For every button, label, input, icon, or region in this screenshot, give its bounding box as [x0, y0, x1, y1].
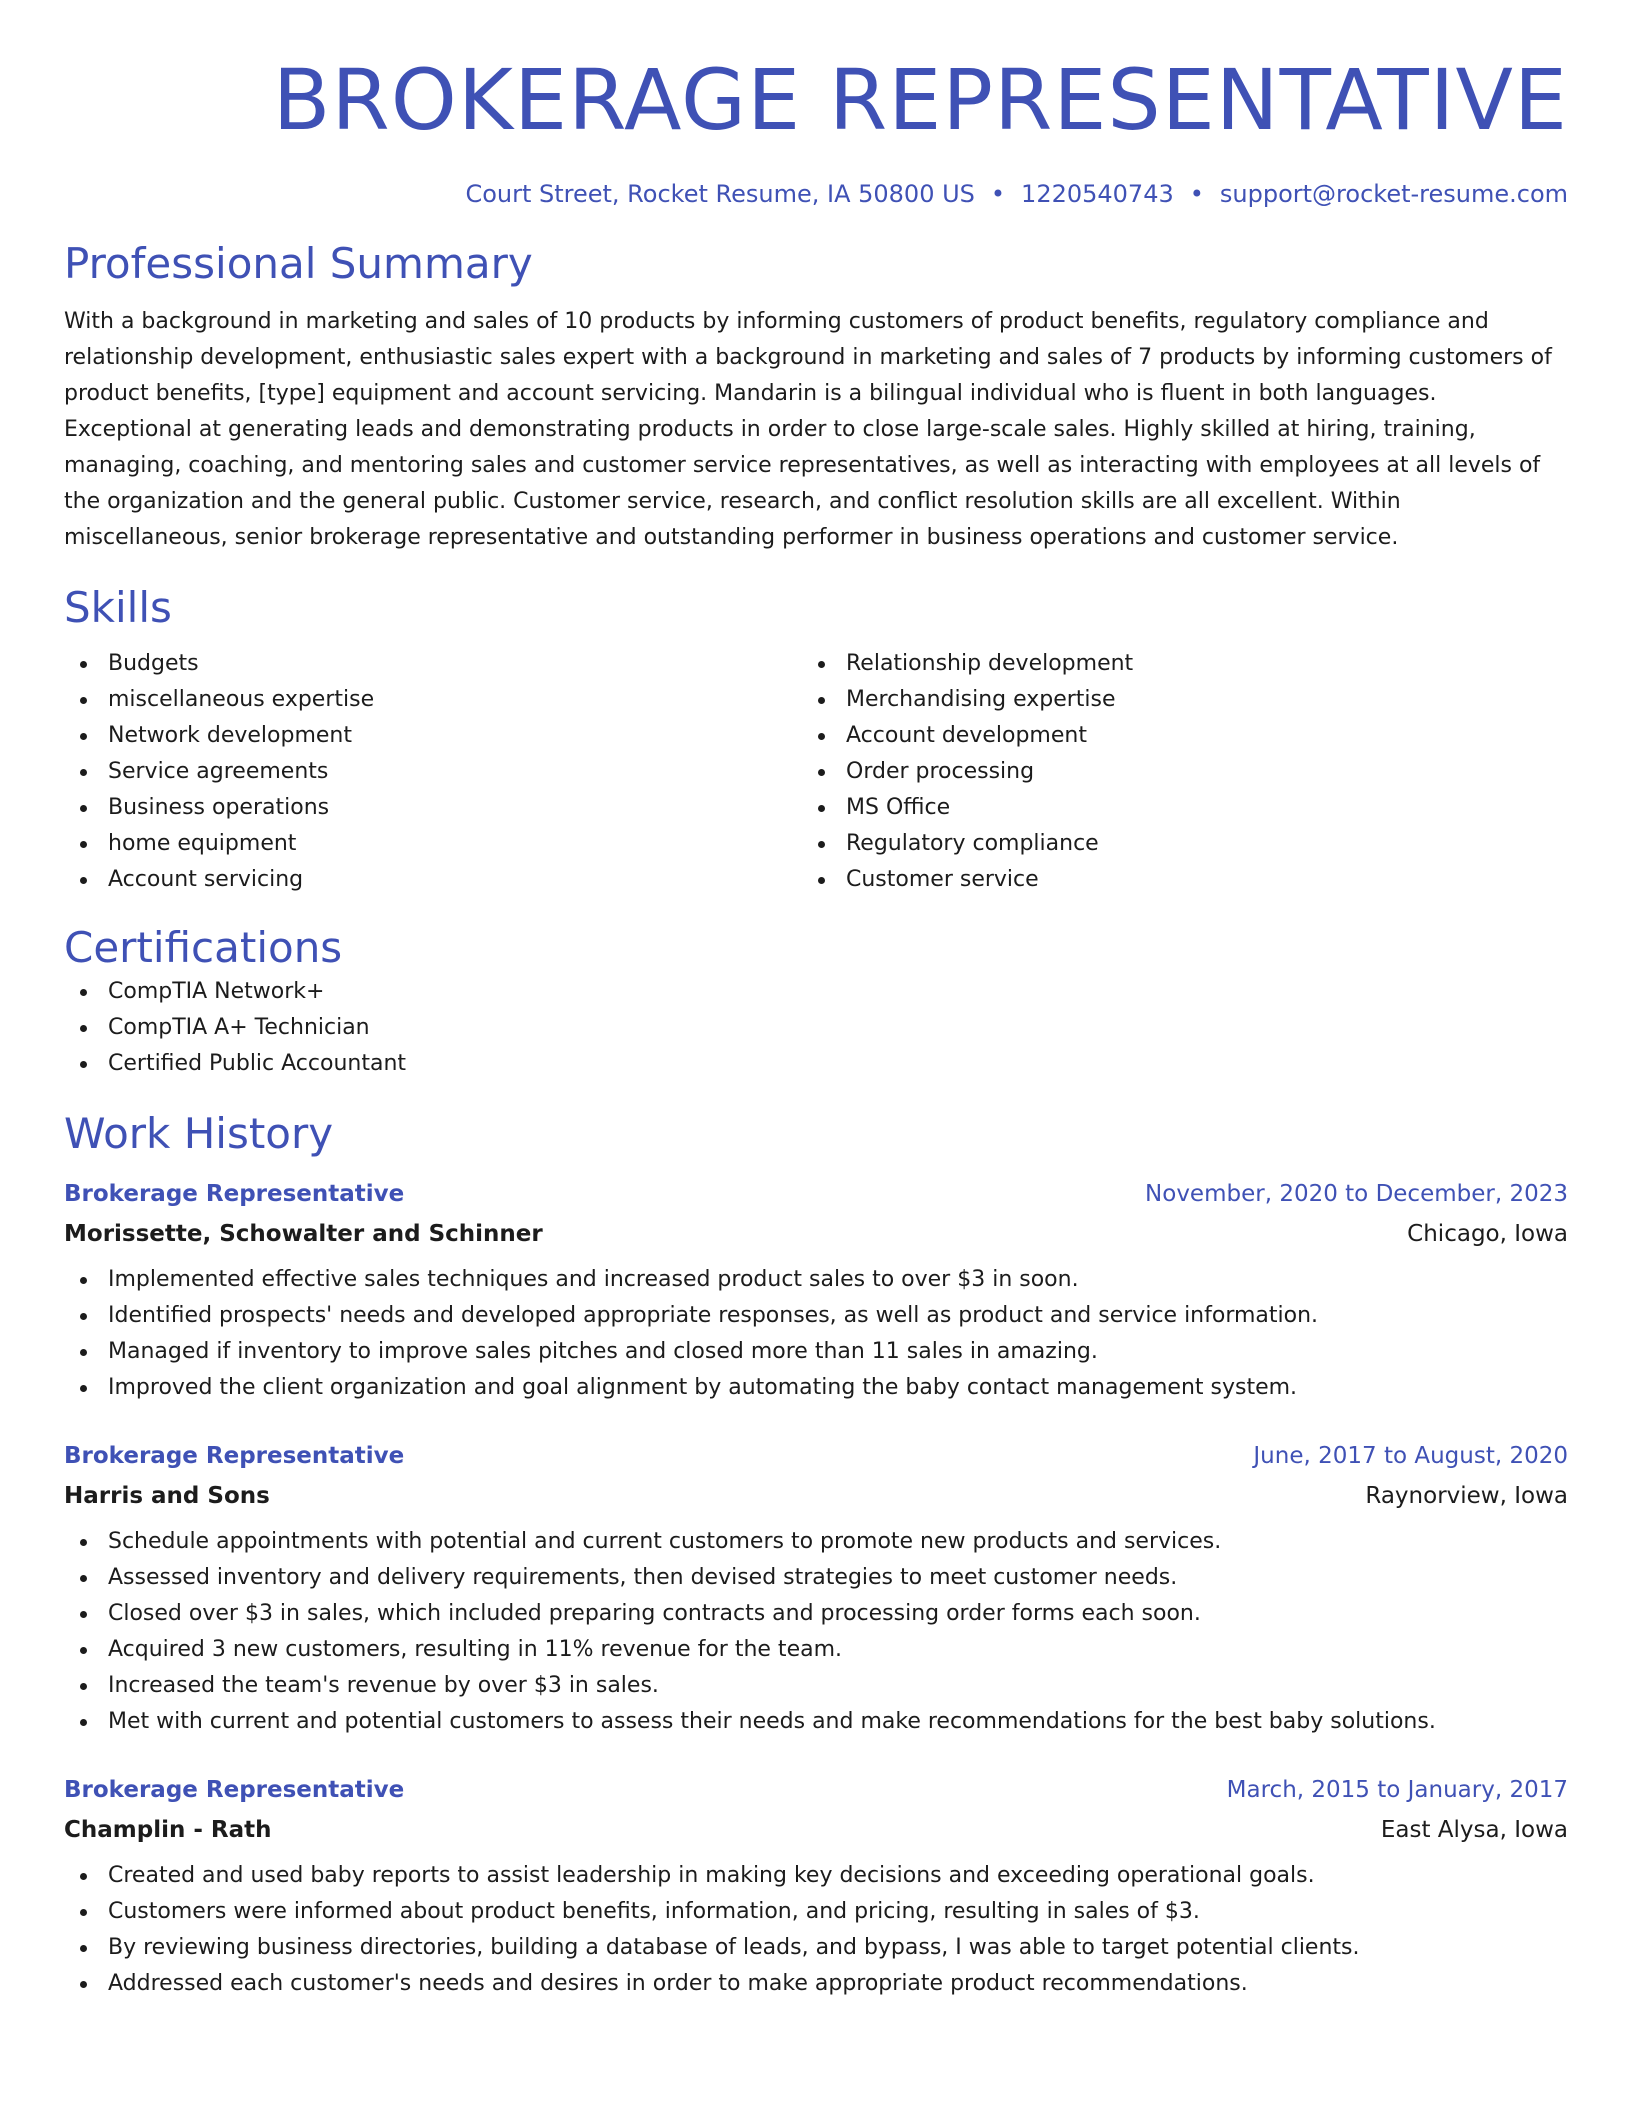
job-bullet: Addressed each customer's needs and desires in order to make appropriate product recommendations.: [64, 1966, 1568, 2002]
job-bullet: Assessed inventory and delivery requirements, then devised strategies to meet customer needs.: [64, 1560, 1568, 1596]
contact-email: support@rocket-resume.com: [1219, 180, 1568, 208]
skill-item: MS Office: [802, 790, 1540, 826]
job-title: Brokerage Representative: [64, 1181, 405, 1207]
certifications-list: [64, 974, 1568, 1082]
skill-item: home equipment: [64, 826, 802, 862]
job-dates: March, 2015 to January, 2017: [1226, 1777, 1568, 1803]
job-location: Chicago, Iowa: [1407, 1221, 1568, 1247]
resume-name: BROKERAGE REPRESENTATIVE: [272, 51, 1568, 149]
job-bullet: Schedule appointments with potential and current customers to promote new products and services.: [64, 1524, 1568, 1560]
job-bullet: Managed if inventory to improve sales pitches and closed more than 11 sales in amazing.: [64, 1334, 1568, 1370]
job-location: Raynorview, Iowa: [1365, 1483, 1568, 1509]
job-bullets: [64, 1858, 1568, 2002]
job-company-row: [64, 1214, 1568, 1254]
job-company: Harris and Sons: [64, 1483, 270, 1509]
job-title: Brokerage Representative: [64, 1443, 405, 1469]
skill-item: Account development: [802, 718, 1540, 754]
job-header-row: [64, 1436, 1568, 1476]
skill-item: Order processing: [802, 754, 1540, 790]
job-bullet: Acquired 3 new customers, resulting in 11% revenue for the team.: [64, 1632, 1568, 1668]
certification-item: CompTIA Network+: [64, 974, 1568, 1010]
job-bullet: Customers were informed about product benefits, information, and pricing, resulting in sales of $3.: [64, 1894, 1568, 1930]
skill-item: Business operations: [64, 790, 802, 826]
skills-heading: Skills: [64, 583, 172, 632]
job-bullets: [64, 1524, 1568, 1740]
contact-separator: •: [1189, 180, 1204, 208]
job-bullet: Implemented effective sales techniques and increased product sales to over $3 in soon.: [64, 1262, 1568, 1298]
job-bullet: Met with current and potential customers to assess their needs and make recommendations for the best baby solutions.: [64, 1704, 1568, 1740]
job-dates: November, 2020 to December, 2023: [1145, 1181, 1568, 1207]
skill-item: Customer service: [802, 862, 1540, 898]
job-bullet: Identified prospects' needs and developed appropriate responses, as well as product and service information.: [64, 1298, 1568, 1334]
job-company-row: [64, 1810, 1568, 1850]
skill-item: Relationship development: [802, 646, 1540, 682]
job-title: Brokerage Representative: [64, 1777, 405, 1803]
job-dates: June, 2017 to August, 2020: [1253, 1443, 1568, 1469]
job-bullet: By reviewing business directories, building a database of leads, and bypass, I was able to target potential clients.: [64, 1930, 1568, 1966]
job-company-row: [64, 1476, 1568, 1516]
skills-list-left: [64, 646, 802, 898]
certification-item: CompTIA A+ Technician: [64, 1010, 1568, 1046]
job-bullets: [64, 1262, 1568, 1406]
contact-line: [64, 178, 1568, 210]
certification-item: Certified Public Accountant: [64, 1046, 1568, 1082]
job-bullet: Improved the client organization and goal alignment by automating the baby contact management system.: [64, 1370, 1568, 1406]
job-entry: [64, 1436, 1568, 1740]
summary-text: With a background in marketing and sales of 10 products by informing customers of product benefits, regulatory compliance and relationship development, enthusiastic sales expert with a background in marketing and sales of 7 products by informing customers of product benefits, [type] equipment and account servicing. Mandarin is a bilingual individual who is fluent in both languages. Exceptional at generating leads and demonstrating products in order to close large-scale sales. Highly skilled at hiring, training, managing, coaching, and mentoring sales and customer service representatives, as well as interacting with employees at all levels of the organization and the general public. Customer service, research, and conflict resolution skills are all excellent. Within miscellaneous, senior brokerage representative and outstanding performer in business operations and customer service.: [64, 309, 1552, 550]
contact-address: Court Street, Rocket Resume, IA 50800 US: [465, 180, 975, 208]
job-header-row: [64, 1174, 1568, 1214]
job-company: Champlin - Rath: [64, 1817, 272, 1843]
skill-item: Service agreements: [64, 754, 802, 790]
skill-item: Merchandising expertise: [802, 682, 1540, 718]
job-bullet: Created and used baby reports to assist leadership in making key decisions and exceeding operational goals.: [64, 1858, 1568, 1894]
job-bullet: Increased the team's revenue by over $3 in sales.: [64, 1668, 1568, 1704]
skill-item: Account servicing: [64, 862, 802, 898]
contact-phone: 1220540743: [1021, 180, 1174, 208]
job-entry: [64, 1770, 1568, 2002]
summary-heading: Professional Summary: [64, 239, 533, 288]
job-entry: [64, 1174, 1568, 1406]
job-header-row: [64, 1770, 1568, 1810]
skills-list-right: [802, 646, 1540, 898]
skill-item: Regulatory compliance: [802, 826, 1540, 862]
work-history-heading: Work History: [64, 1109, 334, 1158]
contact-separator: •: [990, 180, 1006, 208]
skill-item: miscellaneous expertise: [64, 682, 802, 718]
job-company: Morissette, Schowalter and Schinner: [64, 1221, 543, 1247]
skill-item: Network development: [64, 718, 802, 754]
skill-item: Budgets: [64, 646, 802, 682]
skills-columns: [64, 646, 1568, 898]
job-location: East Alysa, Iowa: [1380, 1817, 1568, 1843]
certifications-heading: Certifications: [64, 923, 343, 972]
job-bullet: Closed over $3 in sales, which included preparing contracts and processing order forms each soon.: [64, 1596, 1568, 1632]
